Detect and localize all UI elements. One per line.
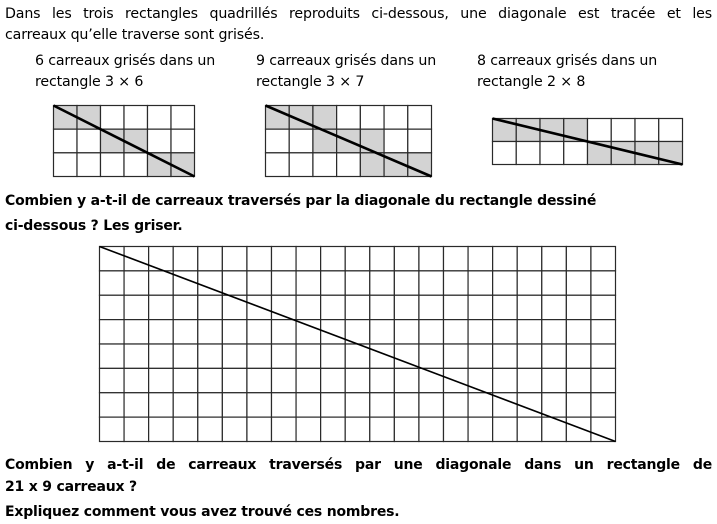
grid-cell[interactable] (296, 295, 321, 319)
grid-cell[interactable] (345, 393, 370, 417)
grid-cell (54, 129, 78, 153)
shaded-cell (408, 153, 432, 177)
grid-cell[interactable] (149, 417, 174, 441)
grid-cell[interactable] (394, 247, 419, 271)
grid-cell[interactable] (591, 271, 616, 295)
grid-cell[interactable] (370, 295, 395, 319)
grid-cell[interactable] (247, 344, 272, 368)
grid-cell[interactable] (321, 368, 346, 392)
grid-cell[interactable] (272, 393, 297, 417)
grid-cell (408, 106, 432, 130)
question-1-line-1: Combien y a-t-il de carreaux traversés par la diagonale du rectangle dessiné (5, 193, 597, 209)
grid-cell[interactable] (542, 295, 567, 319)
grid-cell[interactable] (345, 417, 370, 441)
grid-cell[interactable] (345, 247, 370, 271)
grid-cell[interactable] (566, 295, 591, 319)
intro-line-2: carreaux qu’elle traverse sont grisés. (5, 27, 265, 43)
grid-cell[interactable] (198, 247, 223, 271)
grid-cell[interactable] (517, 320, 542, 344)
grid-cell[interactable] (100, 393, 125, 417)
grid-cell[interactable] (222, 271, 247, 295)
grid-cell[interactable] (124, 344, 149, 368)
example-1-caption-line-2: rectangle 3 × 6 (35, 74, 144, 90)
grid-cell[interactable] (296, 271, 321, 295)
grid-cell[interactable] (394, 271, 419, 295)
grid-cell[interactable] (444, 417, 469, 441)
grid-cell[interactable] (419, 417, 444, 441)
grid-cell[interactable] (493, 295, 518, 319)
grid-cell[interactable] (124, 417, 149, 441)
grid-cell[interactable] (149, 393, 174, 417)
grid-cell[interactable] (542, 368, 567, 392)
grid-cell[interactable] (149, 271, 174, 295)
grid-cell (540, 142, 564, 165)
shaded-cell (54, 106, 78, 130)
big-grid[interactable] (99, 246, 616, 442)
grid-cell[interactable] (542, 247, 567, 271)
grid-cell[interactable] (173, 344, 198, 368)
shaded-cell (171, 153, 195, 177)
grid-cell[interactable] (345, 271, 370, 295)
grid-cell[interactable] (370, 271, 395, 295)
grid-cell[interactable] (468, 344, 493, 368)
question-1-line-2: ci-dessous ? Les griser. (5, 218, 183, 234)
grid-cell[interactable] (591, 247, 616, 271)
grid-cell[interactable] (370, 320, 395, 344)
intro-line-1: Dans les trois rectangles quadrillés reproduits ci-dessous, une diagonale est tracée et les (5, 6, 712, 22)
grid-cell[interactable] (173, 320, 198, 344)
grid-cell (659, 119, 683, 142)
grid-cell[interactable] (542, 344, 567, 368)
grid-cell[interactable] (444, 320, 469, 344)
grid-cell[interactable] (517, 417, 542, 441)
grid-cell[interactable] (394, 344, 419, 368)
grid-cell[interactable] (272, 344, 297, 368)
grid-cell[interactable] (444, 295, 469, 319)
grid-cell[interactable] (149, 295, 174, 319)
grid-cell (384, 129, 408, 153)
shaded-cell (148, 153, 172, 177)
grid-cell[interactable] (173, 393, 198, 417)
grid-cell[interactable] (493, 271, 518, 295)
grid-cell[interactable] (566, 271, 591, 295)
grid-cell[interactable] (321, 271, 346, 295)
grid-cell (289, 153, 313, 177)
grid-cell[interactable] (419, 271, 444, 295)
grid-cell (171, 129, 195, 153)
grid-cell[interactable] (566, 247, 591, 271)
grid-cell[interactable] (566, 368, 591, 392)
grid-cell[interactable] (149, 320, 174, 344)
shaded-cell (101, 129, 125, 153)
grid-cell[interactable] (419, 320, 444, 344)
question-2-line-2: 21 x 9 carreaux ? (5, 479, 137, 495)
grid-cell[interactable] (591, 295, 616, 319)
grid-cell[interactable] (198, 393, 223, 417)
question-3: Expliquez comment vous avez trouvé ces nombres. (5, 504, 400, 520)
grid-cell[interactable] (272, 320, 297, 344)
grid-cell[interactable] (419, 295, 444, 319)
grid-cell[interactable] (542, 320, 567, 344)
example-2-grid (265, 105, 432, 177)
grid-cell[interactable] (173, 417, 198, 441)
grid-cell[interactable] (100, 320, 125, 344)
grid-cell (77, 129, 101, 153)
grid-cell[interactable] (468, 247, 493, 271)
grid-cell[interactable] (321, 417, 346, 441)
example-2-caption-line-2: rectangle 3 × 7 (256, 74, 365, 90)
grid-cell[interactable] (517, 368, 542, 392)
grid-cell[interactable] (345, 295, 370, 319)
grid-cell[interactable] (370, 393, 395, 417)
grid-cell[interactable] (517, 271, 542, 295)
grid-cell[interactable] (468, 368, 493, 392)
grid-cell (148, 106, 172, 130)
grid-cell (77, 153, 101, 177)
grid-cell[interactable] (394, 368, 419, 392)
grid-cell[interactable] (591, 417, 616, 441)
grid-cell[interactable] (296, 247, 321, 271)
example-3-caption-line-1: 8 carreaux grisés dans un (477, 53, 658, 69)
grid-cell[interactable] (591, 344, 616, 368)
grid-cell[interactable] (124, 368, 149, 392)
grid-cell[interactable] (149, 368, 174, 392)
grid-cell[interactable] (296, 320, 321, 344)
grid-cell[interactable] (247, 247, 272, 271)
grid-cell[interactable] (272, 368, 297, 392)
grid-cell[interactable] (222, 393, 247, 417)
grid-cell (611, 119, 635, 142)
grid-cell[interactable] (517, 344, 542, 368)
grid-cell[interactable] (444, 271, 469, 295)
grid-cell[interactable] (100, 295, 125, 319)
grid-cell[interactable] (444, 393, 469, 417)
grid-cell[interactable] (468, 393, 493, 417)
grid-cell[interactable] (370, 368, 395, 392)
shaded-cell (313, 129, 337, 153)
grid-cell[interactable] (591, 393, 616, 417)
grid-cell (54, 153, 78, 177)
grid-cell[interactable] (566, 417, 591, 441)
grid-cell (313, 153, 337, 177)
grid-cell[interactable] (517, 247, 542, 271)
grid-cell[interactable] (321, 393, 346, 417)
grid-cell[interactable] (566, 344, 591, 368)
grid-cell[interactable] (124, 295, 149, 319)
grid-cell[interactable] (493, 247, 518, 271)
grid-cell (124, 106, 148, 130)
grid-cell[interactable] (517, 295, 542, 319)
grid-cell[interactable] (124, 247, 149, 271)
grid-cell[interactable] (198, 320, 223, 344)
grid-cell[interactable] (198, 417, 223, 441)
shaded-cell (360, 153, 384, 177)
grid-cell[interactable] (222, 417, 247, 441)
grid-cell (516, 142, 540, 165)
grid-cell (635, 119, 659, 142)
grid-cell[interactable] (100, 344, 125, 368)
grid-cell[interactable] (542, 393, 567, 417)
example-1-grid (53, 105, 195, 177)
grid-cell[interactable] (321, 295, 346, 319)
grid-cell[interactable] (296, 344, 321, 368)
grid-cell[interactable] (394, 417, 419, 441)
grid-cell (408, 129, 432, 153)
grid-cell[interactable] (222, 368, 247, 392)
grid-cell[interactable] (370, 247, 395, 271)
grid-cell (289, 129, 313, 153)
example-3-caption-line-2: rectangle 2 × 8 (477, 74, 586, 90)
grid-cell[interactable] (370, 417, 395, 441)
grid-cell[interactable] (493, 368, 518, 392)
grid-cell[interactable] (222, 295, 247, 319)
grid-cell[interactable] (100, 247, 125, 271)
grid-cell (337, 153, 361, 177)
grid-cell[interactable] (272, 247, 297, 271)
grid-cell[interactable] (345, 368, 370, 392)
grid-cell[interactable] (468, 320, 493, 344)
grid-cell[interactable] (247, 320, 272, 344)
grid-cell[interactable] (591, 320, 616, 344)
shaded-cell (313, 106, 337, 130)
grid-cell (360, 106, 384, 130)
grid-cell[interactable] (419, 247, 444, 271)
grid-cell[interactable] (100, 368, 125, 392)
grid-cell[interactable] (493, 344, 518, 368)
grid-cell[interactable] (124, 320, 149, 344)
grid-cell[interactable] (124, 393, 149, 417)
grid-cell[interactable] (272, 271, 297, 295)
grid-cell[interactable] (468, 417, 493, 441)
grid-cell (101, 106, 125, 130)
grid-cell[interactable] (394, 393, 419, 417)
grid-cell[interactable] (124, 271, 149, 295)
grid-cell[interactable] (419, 344, 444, 368)
grid-cell (266, 129, 290, 153)
grid-cell[interactable] (222, 344, 247, 368)
shaded-cell (124, 129, 148, 153)
grid-cell[interactable] (173, 368, 198, 392)
grid-cell[interactable] (100, 417, 125, 441)
grid-cell[interactable] (321, 344, 346, 368)
grid-cell[interactable] (394, 295, 419, 319)
grid-cell[interactable] (591, 368, 616, 392)
grid-cell[interactable] (272, 417, 297, 441)
grid-cell (124, 153, 148, 177)
grid-cell[interactable] (419, 393, 444, 417)
grid-cell[interactable] (247, 368, 272, 392)
grid-cell[interactable] (173, 247, 198, 271)
grid-cell[interactable] (100, 271, 125, 295)
shaded-cell (266, 106, 290, 130)
grid-cell[interactable] (394, 320, 419, 344)
grid-cell[interactable] (198, 344, 223, 368)
example-3-grid (492, 118, 683, 165)
grid-cell[interactable] (321, 247, 346, 271)
grid-cell[interactable] (198, 368, 223, 392)
grid-cell[interactable] (296, 417, 321, 441)
grid-cell[interactable] (566, 320, 591, 344)
shaded-cell (77, 106, 101, 130)
grid-cell (564, 142, 588, 165)
grid-cell (588, 119, 612, 142)
grid-cell[interactable] (444, 247, 469, 271)
grid-cell[interactable] (468, 295, 493, 319)
grid-cell[interactable] (296, 393, 321, 417)
grid-cell[interactable] (149, 344, 174, 368)
grid-cell[interactable] (468, 271, 493, 295)
grid-cell (493, 142, 517, 165)
example-2-caption-line-1: 9 carreaux grisés dans un (256, 53, 437, 69)
question-2-line-1: Combien y a-t-il de carreaux traversés par une diagonale dans un rectangle de (5, 457, 712, 473)
grid-cell[interactable] (222, 320, 247, 344)
grid-cell[interactable] (198, 295, 223, 319)
grid-cell[interactable] (222, 247, 247, 271)
grid-cell[interactable] (247, 393, 272, 417)
grid-cell (337, 106, 361, 130)
example-1-caption-line-1: 6 carreaux grisés dans un (35, 53, 216, 69)
grid-cell[interactable] (493, 320, 518, 344)
grid-cell (148, 129, 172, 153)
grid-cell (266, 153, 290, 177)
grid-cell[interactable] (493, 417, 518, 441)
grid-cell[interactable] (542, 271, 567, 295)
grid-cell (101, 153, 125, 177)
shaded-cell (360, 129, 384, 153)
grid-cell[interactable] (247, 417, 272, 441)
grid-cell[interactable] (173, 295, 198, 319)
grid-cell (384, 106, 408, 130)
grid-cell[interactable] (444, 344, 469, 368)
grid-cell[interactable] (247, 271, 272, 295)
grid-cell[interactable] (296, 368, 321, 392)
grid-cell (171, 106, 195, 130)
grid-cell[interactable] (566, 393, 591, 417)
